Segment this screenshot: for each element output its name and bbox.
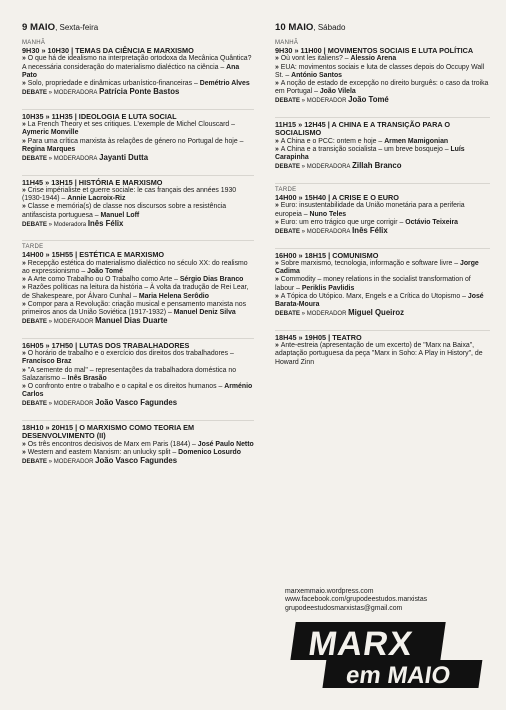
talk-item: » A Arte como Trabalho ou O Trabalho como Arte – Sérgio Dias Branco bbox=[22, 276, 244, 284]
session-block bbox=[275, 330, 490, 374]
debate-line bbox=[275, 309, 490, 319]
talk-item: » Crise impérialiste et guerre sociale: le cas français des années 1930 (1930-1944) – Annie Lacroix-Riz bbox=[22, 187, 237, 203]
moderator-role: MODERADOR bbox=[306, 98, 347, 105]
talk-text: "A semente do mal" – representações da trabalhadora doméstica no Salazarismo bbox=[22, 366, 237, 382]
bullet-arrow: » bbox=[275, 137, 281, 145]
talk-speaker: Ana Pato bbox=[22, 63, 240, 79]
debate-label: DEBATE bbox=[22, 220, 47, 228]
marx-em-maio-logo bbox=[282, 620, 494, 690]
talk-item: » Euro: um erro trágico que urge corrigir – Octávio Teixeira bbox=[275, 218, 458, 226]
talk-item: » Classe e memória(s) de classe nos discursos sobre a resistência antifascista portuguesa – Manuel Loff bbox=[22, 203, 227, 219]
talk-item: » La French Theory et ses critiques. L'exemple de Michel Clouscard – Aymeric Monville bbox=[22, 121, 235, 137]
talk-speaker: Armen Mamigonian bbox=[384, 137, 449, 145]
bullet-arrow: » bbox=[275, 63, 281, 71]
talk-speaker: Francisco Braz bbox=[22, 358, 72, 366]
session-title: 16H00 » 18H15 | COMUNISMO bbox=[275, 250, 379, 260]
talk-text: Recepção estética do materialismo dialéctico no século XX: do realismo ao expressionismo bbox=[22, 259, 248, 276]
moderator-role: MODERADORA bbox=[53, 90, 98, 97]
debate-label: DEBATE bbox=[22, 318, 47, 326]
talk-text: Os três encontros decisivos de Marx em Paris (1844) bbox=[27, 440, 191, 448]
day-date: 10 MAIO bbox=[275, 22, 314, 33]
talk-item: » Para uma crítica marxista às relações de género no Portugal de hoje – Regina Marques bbox=[22, 137, 244, 153]
session-title: 18H10 » 20H15 | O MARXISMO COMO TEORIA EM DESENVOLVIMENTO (II) bbox=[22, 423, 195, 441]
talk-item: » Compor para a Revolução: criação musical e pensamento marxista nos primeiros anos da União Soviética (1917-1932) – Manuel Deniz Silva bbox=[22, 300, 247, 317]
debate-line bbox=[22, 317, 254, 327]
debate-line bbox=[22, 399, 254, 409]
bullet-arrow: » bbox=[275, 342, 281, 350]
logo-line1: MARX bbox=[305, 625, 416, 663]
bullet-arrow: » bbox=[22, 284, 28, 292]
bullet-arrow: » bbox=[22, 80, 28, 88]
debate-label: DEBATE bbox=[22, 155, 47, 163]
talk-speaker: Octávio Teixeira bbox=[405, 218, 458, 226]
bullet-arrow: » bbox=[275, 55, 281, 63]
bullet-arrow: » bbox=[275, 202, 281, 210]
moderator-name: Inês Félix bbox=[352, 226, 388, 236]
session-title: 14H00 » 15H40 | A CRISE E O EURO bbox=[275, 193, 399, 203]
talk-speaker: Annie Lacroix-Riz bbox=[67, 195, 126, 203]
talk-speaker: João Vilela bbox=[319, 88, 356, 96]
talk-speaker: Inês Brasão bbox=[67, 374, 107, 382]
talk-speaker: Periklis Pavlidis bbox=[301, 284, 355, 292]
moderator-role: MODERADORA bbox=[306, 229, 351, 236]
talk-item: » Euro: insustentabilidade da União monetária para a periferia europeia – Nuno Teles bbox=[275, 202, 465, 218]
session-block bbox=[275, 248, 490, 326]
session-title: 14H00 » 15H55 | ESTÉTICA E MARXISMO bbox=[22, 250, 165, 260]
talk-speaker: Nuno Teles bbox=[309, 210, 347, 218]
bullet-arrow: » bbox=[299, 163, 307, 171]
moderator-name: Miguel Queiroz bbox=[348, 308, 405, 318]
talk-text: A noção de estado de excepção no direito burguês: o caso da troika em Portugal bbox=[275, 80, 489, 96]
contact-links bbox=[285, 588, 427, 613]
bullet-arrow: » bbox=[22, 350, 28, 358]
talk-item: » Où vont les italiens? – Alessio Arena bbox=[275, 55, 397, 63]
day-column-saturday bbox=[275, 22, 490, 378]
bullet-arrow: » bbox=[299, 228, 307, 236]
debate-line bbox=[22, 88, 254, 98]
moderator-name: João Vasco Fagundes bbox=[95, 398, 178, 408]
bullet-arrow: » bbox=[46, 458, 54, 466]
debate-label: DEBATE bbox=[275, 163, 300, 171]
talk-text: Classe e memória(s) de classe nos discursos sobre a resistência antifascista portuguesa bbox=[22, 203, 227, 219]
talk-text: Western and eastern Marxism: an unlucky split bbox=[27, 449, 171, 457]
bullet-arrow: » bbox=[275, 260, 281, 268]
facebook-link[interactable]: www.facebook.com/grupodeestudos.marxistas bbox=[285, 596, 428, 604]
talk-speaker: Alessio Arena bbox=[350, 55, 397, 63]
session-title: 11H45 » 13H15 | HISTÓRIA E MARXISMO bbox=[22, 177, 163, 187]
email-link[interactable]: grupodeestudosmarxistas@gmail.com bbox=[285, 604, 403, 612]
bullet-arrow: » bbox=[299, 97, 307, 105]
session-title: 18H45 » 19H05 | TEATRO bbox=[275, 332, 362, 342]
talk-speaker: Luís Carapinha bbox=[275, 146, 465, 162]
talk-item: » A Tópica do Utópico. Marx, Engels e a Crítica do Utopismo – José Barata-Moura bbox=[275, 292, 484, 309]
talk-item: » O confronto entre o trabalho e o capital e os direitos humanos – Arménio Carlos bbox=[22, 383, 253, 399]
debate-line bbox=[22, 220, 254, 230]
moderator-role: MODERADOR bbox=[53, 459, 94, 466]
talk-item: » Western and eastern Marxism: an unlucky split – Domenico Losurdo bbox=[22, 449, 241, 457]
bullet-arrow: » bbox=[46, 220, 54, 228]
talk-text: Razões políticas na leitura da história – À volta da tradução de Rei Lear, de Shakespeare, por Álvaro Cunhal bbox=[22, 284, 249, 300]
talk-text: Euro: insustentabilidade da União monetária para a periferia europeia bbox=[275, 202, 465, 218]
session-title: 9H30 » 10H30 | TEMAS DA CIÊNCIA E MARXISMO bbox=[22, 46, 194, 55]
talk-item: » "A semente do mal" – representações da trabalhadora doméstica no Salazarismo – Inês Brasão bbox=[22, 366, 237, 382]
talk-item: » Solo, propriedade e dinâmicas urbanístico-financeiras – Demétrio Alves bbox=[22, 80, 250, 88]
bullet-arrow: » bbox=[22, 276, 28, 284]
bullet-arrow: » bbox=[46, 318, 54, 326]
talk-speaker: Manuel Loff bbox=[100, 211, 140, 219]
moderator-name: Patrícia Ponte Bastos bbox=[99, 87, 180, 97]
talk-text: Ante-estreia (apresentação de um excerto) de "Marx na Baixa", adaptação portuguesa da peça "Marx in Soho: A Play in History", de Howard Zinn bbox=[275, 342, 483, 366]
talk-speaker: Demétrio Alves bbox=[199, 80, 250, 88]
session-block bbox=[22, 420, 254, 474]
bullet-arrow: » bbox=[22, 203, 28, 211]
bullet-arrow: » bbox=[22, 259, 28, 267]
debate-line bbox=[275, 227, 490, 237]
talk-item: » Razões políticas na leitura da história – À volta da tradução de Rei Lear, de Shakespeare, por Álvaro Cunhal – Maria Helena Serôdio bbox=[22, 284, 249, 300]
session-period: TARDE bbox=[275, 187, 297, 194]
moderator-name: João Vasco Fagundes bbox=[95, 456, 178, 466]
talk-text: O que há de idealismo na interpretação ortodoxa da Mecânica Quântica? A necessária consideração do materialismo dialéctico na ciência bbox=[22, 55, 252, 71]
session-block bbox=[22, 338, 254, 416]
session-block bbox=[275, 183, 490, 244]
talk-text: La French Theory et ses critiques. L'exemple de Michel Clouscard bbox=[27, 121, 230, 129]
session-list bbox=[22, 40, 254, 474]
session-list bbox=[275, 40, 490, 374]
moderator-name: Inês Félix bbox=[87, 218, 124, 228]
day-weekday: , Sábado bbox=[313, 23, 346, 32]
bullet-arrow: » bbox=[275, 218, 281, 226]
bullet-arrow: » bbox=[22, 55, 28, 63]
talk-text: Où vont les italiens? bbox=[280, 55, 343, 63]
talk-speaker: Jorge Cadima bbox=[275, 260, 479, 276]
debate-label: DEBATE bbox=[275, 97, 300, 105]
day-weekday: , Sexta-feira bbox=[55, 23, 99, 32]
bullet-arrow: » bbox=[22, 137, 28, 145]
moderator-role: MODERADOR bbox=[53, 319, 94, 326]
debate-label: DEBATE bbox=[22, 458, 47, 466]
bullet-arrow: » bbox=[22, 187, 28, 195]
logo-line2: em MAIO bbox=[344, 662, 453, 689]
website-link[interactable]: marxemmaio.wordpress.com bbox=[285, 588, 374, 595]
talk-item: » EUA: movimentos sociais e luta de classes depois do Occupy Wall St. – António Santos bbox=[275, 63, 485, 79]
bullet-arrow: » bbox=[299, 310, 307, 318]
talk-speaker: Domenico Losurdo bbox=[178, 449, 241, 457]
talk-text: Compor para a Revolução: criação musical e pensamento marxista nos primeiros anos da União Soviética (1917-1932) bbox=[22, 300, 247, 317]
moderator-role: MODERADORA bbox=[306, 164, 351, 171]
talk-speaker: Aymeric Monville bbox=[22, 129, 79, 137]
talk-text: O confronto entre o trabalho e o capital e os direitos humanos bbox=[27, 383, 217, 391]
moderator-name: João Tomé bbox=[348, 95, 389, 105]
talk-text: O horário de trabalho e o exercício dos direitos dos trabalhadores bbox=[27, 350, 229, 358]
bullet-arrow: » bbox=[22, 300, 28, 308]
talk-text: Para uma crítica marxista às relações de género no Portugal de hoje bbox=[27, 137, 238, 145]
bullet-arrow: » bbox=[275, 292, 281, 300]
talk-item: » Recepção estética do materialismo dialéctico no século XX: do realismo ao expressionismo – João Tomé bbox=[22, 259, 248, 276]
talk-speaker: Maria Helena Serôdio bbox=[138, 292, 209, 300]
talk-speaker: Manuel Deniz Silva bbox=[173, 309, 236, 317]
day-date: 9 MAIO bbox=[22, 22, 56, 33]
moderator-role: MODERADORA bbox=[53, 156, 98, 163]
talk-item: » O que há de idealismo na interpretação ortodoxa da Mecânica Quântica? A necessária consideração do materialismo dialéctico na ciência – Ana Pato bbox=[22, 55, 252, 79]
talk-item: » A China e o PCC: ontem e hoje – Armen Mamigonian bbox=[275, 137, 449, 145]
talk-speaker: Arménio Carlos bbox=[22, 383, 253, 399]
debate-line bbox=[22, 154, 254, 164]
moderator-role: Moderadora bbox=[53, 221, 87, 228]
session-block bbox=[275, 40, 490, 113]
session-block bbox=[22, 109, 254, 171]
talk-item: » A China e a transição socialista – um breve bosquejo – Luís Carapinha bbox=[275, 146, 465, 162]
debate-label: DEBATE bbox=[275, 310, 300, 318]
moderator-name: Manuel Dias Duarte bbox=[95, 316, 168, 326]
debate-label: DEBATE bbox=[275, 228, 300, 236]
bullet-arrow: » bbox=[275, 146, 281, 154]
bullet-arrow: » bbox=[275, 80, 281, 88]
talk-speaker: Sérgio Dias Branco bbox=[179, 276, 244, 284]
bullet-arrow: » bbox=[46, 400, 54, 408]
talk-text: Sobre marxismo, tecnologia, informação e software livre bbox=[280, 260, 453, 268]
bullet-arrow: » bbox=[22, 121, 28, 129]
talk-speaker: António Santos bbox=[291, 71, 343, 79]
debate-label: DEBATE bbox=[22, 89, 47, 97]
talk-text: EUA: movimentos sociais e luta de classes depois do Occupy Wall St. bbox=[275, 63, 485, 79]
talk-text: A Tópica do Utópico. Marx, Engels e a Crítica do Utopismo bbox=[280, 292, 461, 300]
session-block bbox=[22, 240, 254, 333]
talk-item: » A noção de estado de excepção no direito burguês: o caso da troika em Portugal – João Vilela bbox=[275, 80, 489, 96]
session-period: MANHÃ bbox=[22, 40, 46, 46]
moderator-role: MODERADOR bbox=[306, 311, 347, 318]
talk-text: Euro: um erro trágico que urge corrigir bbox=[280, 218, 398, 226]
moderator-role: MODERADOR bbox=[53, 401, 94, 408]
moderator-name: Zillah Branco bbox=[352, 161, 402, 171]
day-column-friday bbox=[22, 22, 254, 478]
debate-line bbox=[275, 162, 490, 172]
bullet-arrow: » bbox=[275, 276, 281, 284]
moderator-name: Jayanti Dutta bbox=[99, 153, 149, 163]
talk-text: A China e o PCC: ontem e hoje bbox=[280, 137, 377, 145]
talk-text: A Arte como Trabalho ou O Trabalho como Arte bbox=[27, 276, 173, 284]
talk-speaker: Regina Marques bbox=[22, 145, 76, 153]
debate-line bbox=[22, 457, 254, 467]
talk-speaker: José Barata-Moura bbox=[275, 292, 484, 309]
day-heading bbox=[22, 22, 254, 33]
debate-line bbox=[275, 96, 490, 106]
bullet-arrow: » bbox=[46, 89, 54, 97]
bullet-arrow: » bbox=[22, 366, 28, 374]
bullet-arrow: » bbox=[22, 440, 28, 448]
bullet-arrow: » bbox=[46, 155, 54, 163]
debate-label: DEBATE bbox=[22, 400, 47, 408]
talk-text: Solo, propriedade e dinâmicas urbanístico-financeiras bbox=[27, 80, 193, 88]
talk-item: » O horário de trabalho e o exercício dos direitos dos trabalhadores – Francisco Braz bbox=[22, 350, 234, 366]
session-period: TARDE bbox=[22, 244, 44, 251]
talk-speaker: João Tomé bbox=[87, 268, 123, 276]
talk-item bbox=[275, 342, 490, 367]
session-title: 10H35 » 11H35 | IDEOLOGIA E LUTA SOCIAL bbox=[22, 111, 177, 121]
talk-text: Commodity – money relations in the socialist transformation of labour bbox=[275, 276, 471, 292]
talk-item: » Sobre marxismo, tecnologia, informação e software livre – Jorge Cadima bbox=[275, 260, 479, 276]
session-title: 16H05 » 17H50 | LUTAS DOS TRABALHADORES bbox=[22, 340, 190, 350]
session-title: 11H15 » 12H45 | A CHINA E A TRANSIÇÃO PARA O SOCIALISMO bbox=[275, 120, 451, 138]
session-title: 9H30 » 11H00 | MOVIMENTOS SOCIAIS E LUTA POLÍTICA bbox=[275, 46, 474, 55]
session-block bbox=[275, 117, 490, 179]
talk-speaker: José Paulo Netto bbox=[197, 440, 254, 448]
bullet-arrow: » bbox=[22, 383, 28, 391]
day-heading bbox=[275, 22, 490, 33]
talk-item: » Os três encontros decisivos de Marx em Paris (1844) – José Paulo Netto bbox=[22, 440, 254, 448]
talk-item: » Commodity – money relations in the socialist transformation of labour – Periklis Pavlidis bbox=[275, 276, 471, 292]
session-block bbox=[22, 175, 254, 237]
talk-text: Crise impérialiste et guerre sociale: le cas français des années 1930 (1930-1944) bbox=[22, 187, 237, 203]
session-period: MANHÃ bbox=[275, 40, 299, 46]
bullet-arrow: » bbox=[22, 449, 28, 457]
talk-text: A China e a transição socialista – um breve bosquejo bbox=[280, 146, 443, 154]
session-block bbox=[22, 40, 254, 105]
